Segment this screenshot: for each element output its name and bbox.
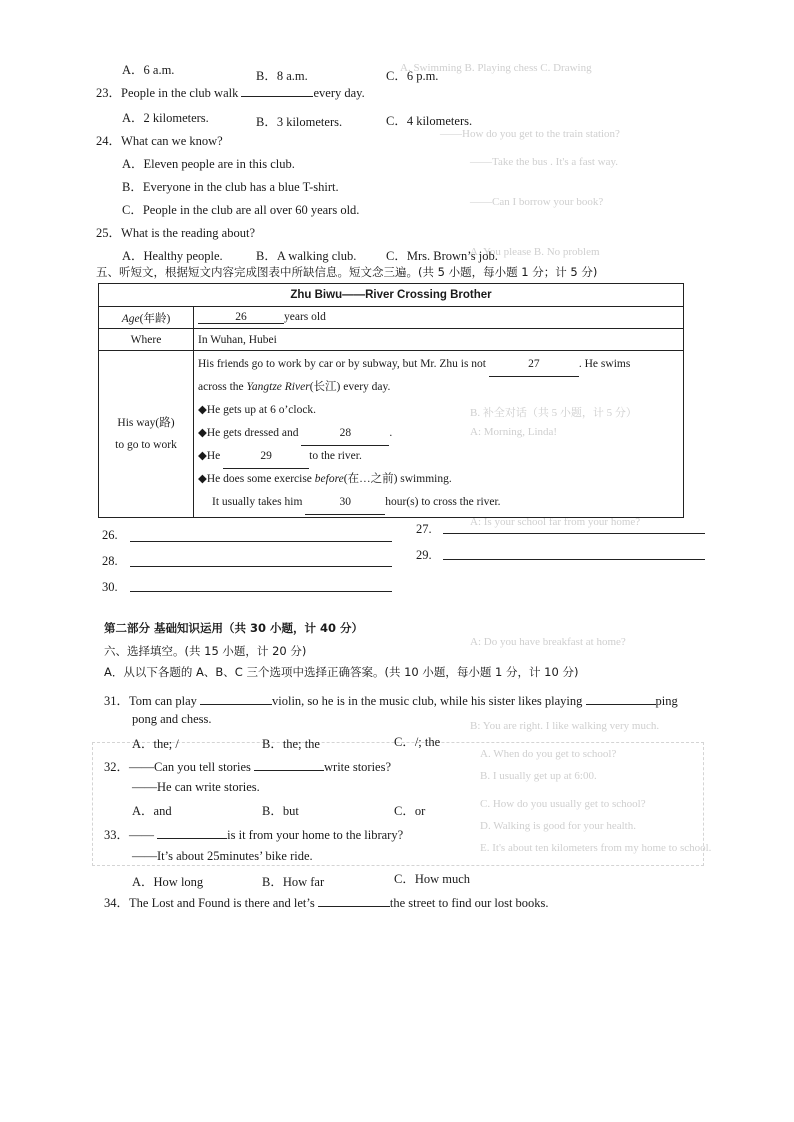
section-6-heading: 六、选择填空。(共 15 小题，计 20 分)	[104, 644, 307, 658]
answer-blank[interactable]	[586, 692, 656, 705]
answer-blank[interactable]	[318, 894, 390, 907]
q24-option-b: B．Everyone in the club has a blue T-shirt.	[122, 180, 339, 194]
question-32-reply: ——He can write stories.	[132, 780, 260, 794]
question-33: 33．—— is it from your home to the library?	[104, 828, 404, 842]
q22-option-a: A．6 a.m.	[122, 63, 175, 77]
question-number: 23．	[96, 86, 122, 100]
way-line-2: across the Yangtze River(长江) every day.	[198, 381, 391, 393]
answer-line-28[interactable]	[130, 566, 392, 567]
q24-option-a: A．Eleven people are in this club.	[122, 157, 295, 171]
answer-line-30[interactable]	[130, 591, 392, 592]
answer-label-27: 27.	[416, 522, 432, 536]
way-label-line-1: His way(路)	[117, 417, 175, 429]
way-bullet-5: It usually takes him 30 hour(s) to cross the river.	[198, 491, 679, 514]
age-label-cn: (年龄)	[139, 312, 171, 325]
q31-option-a: A．the; /	[132, 737, 179, 751]
question-31-continued: pong and chess.	[132, 712, 212, 726]
question-31: 31．Tom can play violin, so he is in the music club, while his sister likes playing ping	[104, 694, 678, 708]
question-text: What is the reading about?	[121, 226, 255, 240]
question-number: 24．	[96, 134, 122, 148]
way-bullet-4: ◆He does some exercise before(在…之前) swimming.	[198, 473, 452, 485]
way-label-line-2: to go to work	[115, 439, 177, 451]
question-25	[96, 223, 255, 241]
question-34: 34．The Lost and Found is there and let’s the street to find our lost books.	[104, 896, 549, 910]
way-details	[194, 351, 684, 518]
q33-option-b: B．How far	[262, 875, 325, 889]
way-line-1: His friends go to work by car or by subway, but Mr. Zhu is not 27 . He swims	[198, 353, 679, 376]
q32-option-b: B．but	[262, 804, 299, 818]
part-2-heading: 第二部分 基础知识运用（共 30 小题，计 40 分）	[104, 621, 364, 635]
q24-option-c: C．People in the club are all over 60 years old.	[122, 203, 360, 217]
way-label	[99, 351, 194, 518]
question-23	[96, 83, 365, 101]
q25-option-b: B．A walking club.	[256, 249, 357, 263]
question-text-end: every day.	[313, 86, 365, 100]
q31-option-b: B．the; the	[262, 737, 320, 751]
age-label	[99, 307, 194, 329]
section-a-instruction: A．从以下各题的 A、B、C 三个选项中选择正确答案。(共 10 小题，每小题 1 分，计 10 分)	[104, 665, 579, 679]
answer-label-29: 29.	[416, 548, 432, 562]
way-bullet-1: ◆He gets up at 6 o’clock.	[198, 404, 317, 416]
answer-blank[interactable]	[200, 692, 272, 705]
q23-option-a: A．2 kilometers.	[122, 111, 209, 125]
where-label: Where	[99, 329, 194, 351]
question-number: 33．	[104, 828, 130, 842]
question-33-reply: ——It’s about 25minutes’ bike ride.	[132, 849, 313, 863]
question-number: 25．	[96, 226, 122, 240]
answer-label-30: 30.	[102, 580, 118, 594]
question-number: 34．	[104, 896, 130, 910]
where-value: In Wuhan, Hubei	[194, 329, 684, 351]
table-title: Zhu Biwu——River Crossing Brother	[99, 284, 684, 307]
answer-blank[interactable]	[157, 826, 227, 839]
answer-blank[interactable]	[254, 758, 324, 771]
section-5-instruction: 五、听短文，根据短文内容完成图表中所缺信息。短文念三遍。(共 5 小题，每小题 1 分；计 5 分)	[96, 265, 598, 279]
q32-option-a: A．and	[132, 804, 172, 818]
blank-27: 27	[489, 353, 579, 377]
answer-line-27[interactable]	[443, 533, 705, 534]
answer-label-28: 28.	[102, 554, 118, 568]
way-bullet-2: ◆He gets dressed and 28 .	[198, 422, 679, 445]
q31-option-c: C．/; the	[394, 735, 441, 749]
q33-option-c: C．How much	[394, 872, 471, 886]
q33-option-a: A．How long	[132, 875, 204, 889]
answer-blank[interactable]	[241, 84, 313, 97]
question-number: 32．	[104, 760, 130, 774]
q32-option-c: C．or	[394, 804, 426, 818]
q25-option-a: A．Healthy people.	[122, 249, 223, 263]
blank-29: 29	[223, 445, 309, 469]
age-suffix: years old	[284, 311, 326, 323]
way-bullet-3: ◆He 29 to the river.	[198, 445, 679, 468]
info-table	[98, 283, 684, 518]
question-24	[96, 131, 223, 149]
answer-line-26[interactable]	[130, 541, 392, 542]
blank-28: 28	[301, 422, 389, 446]
question-text: What can we know?	[121, 134, 223, 148]
q23-option-c: C．4 kilometers.	[386, 114, 473, 128]
answer-line-29[interactable]	[443, 559, 705, 560]
q23-option-b: B．3 kilometers.	[256, 115, 343, 129]
q22-option-b: B．8 a.m.	[256, 69, 308, 83]
q22-option-c: C．6 p.m.	[386, 69, 439, 83]
answer-label-26: 26.	[102, 528, 118, 542]
blank-30: 30	[305, 491, 385, 515]
question-text: People in the club walk	[121, 86, 239, 100]
q25-option-c: C．Mrs. Brown’s job.	[386, 249, 498, 263]
age-cell	[194, 307, 684, 329]
question-number: 31．	[104, 694, 130, 708]
age-value: 26	[198, 311, 284, 324]
question-32: 32．——Can you tell stories write stories?	[104, 760, 392, 774]
age-label-en: Age	[121, 312, 140, 325]
